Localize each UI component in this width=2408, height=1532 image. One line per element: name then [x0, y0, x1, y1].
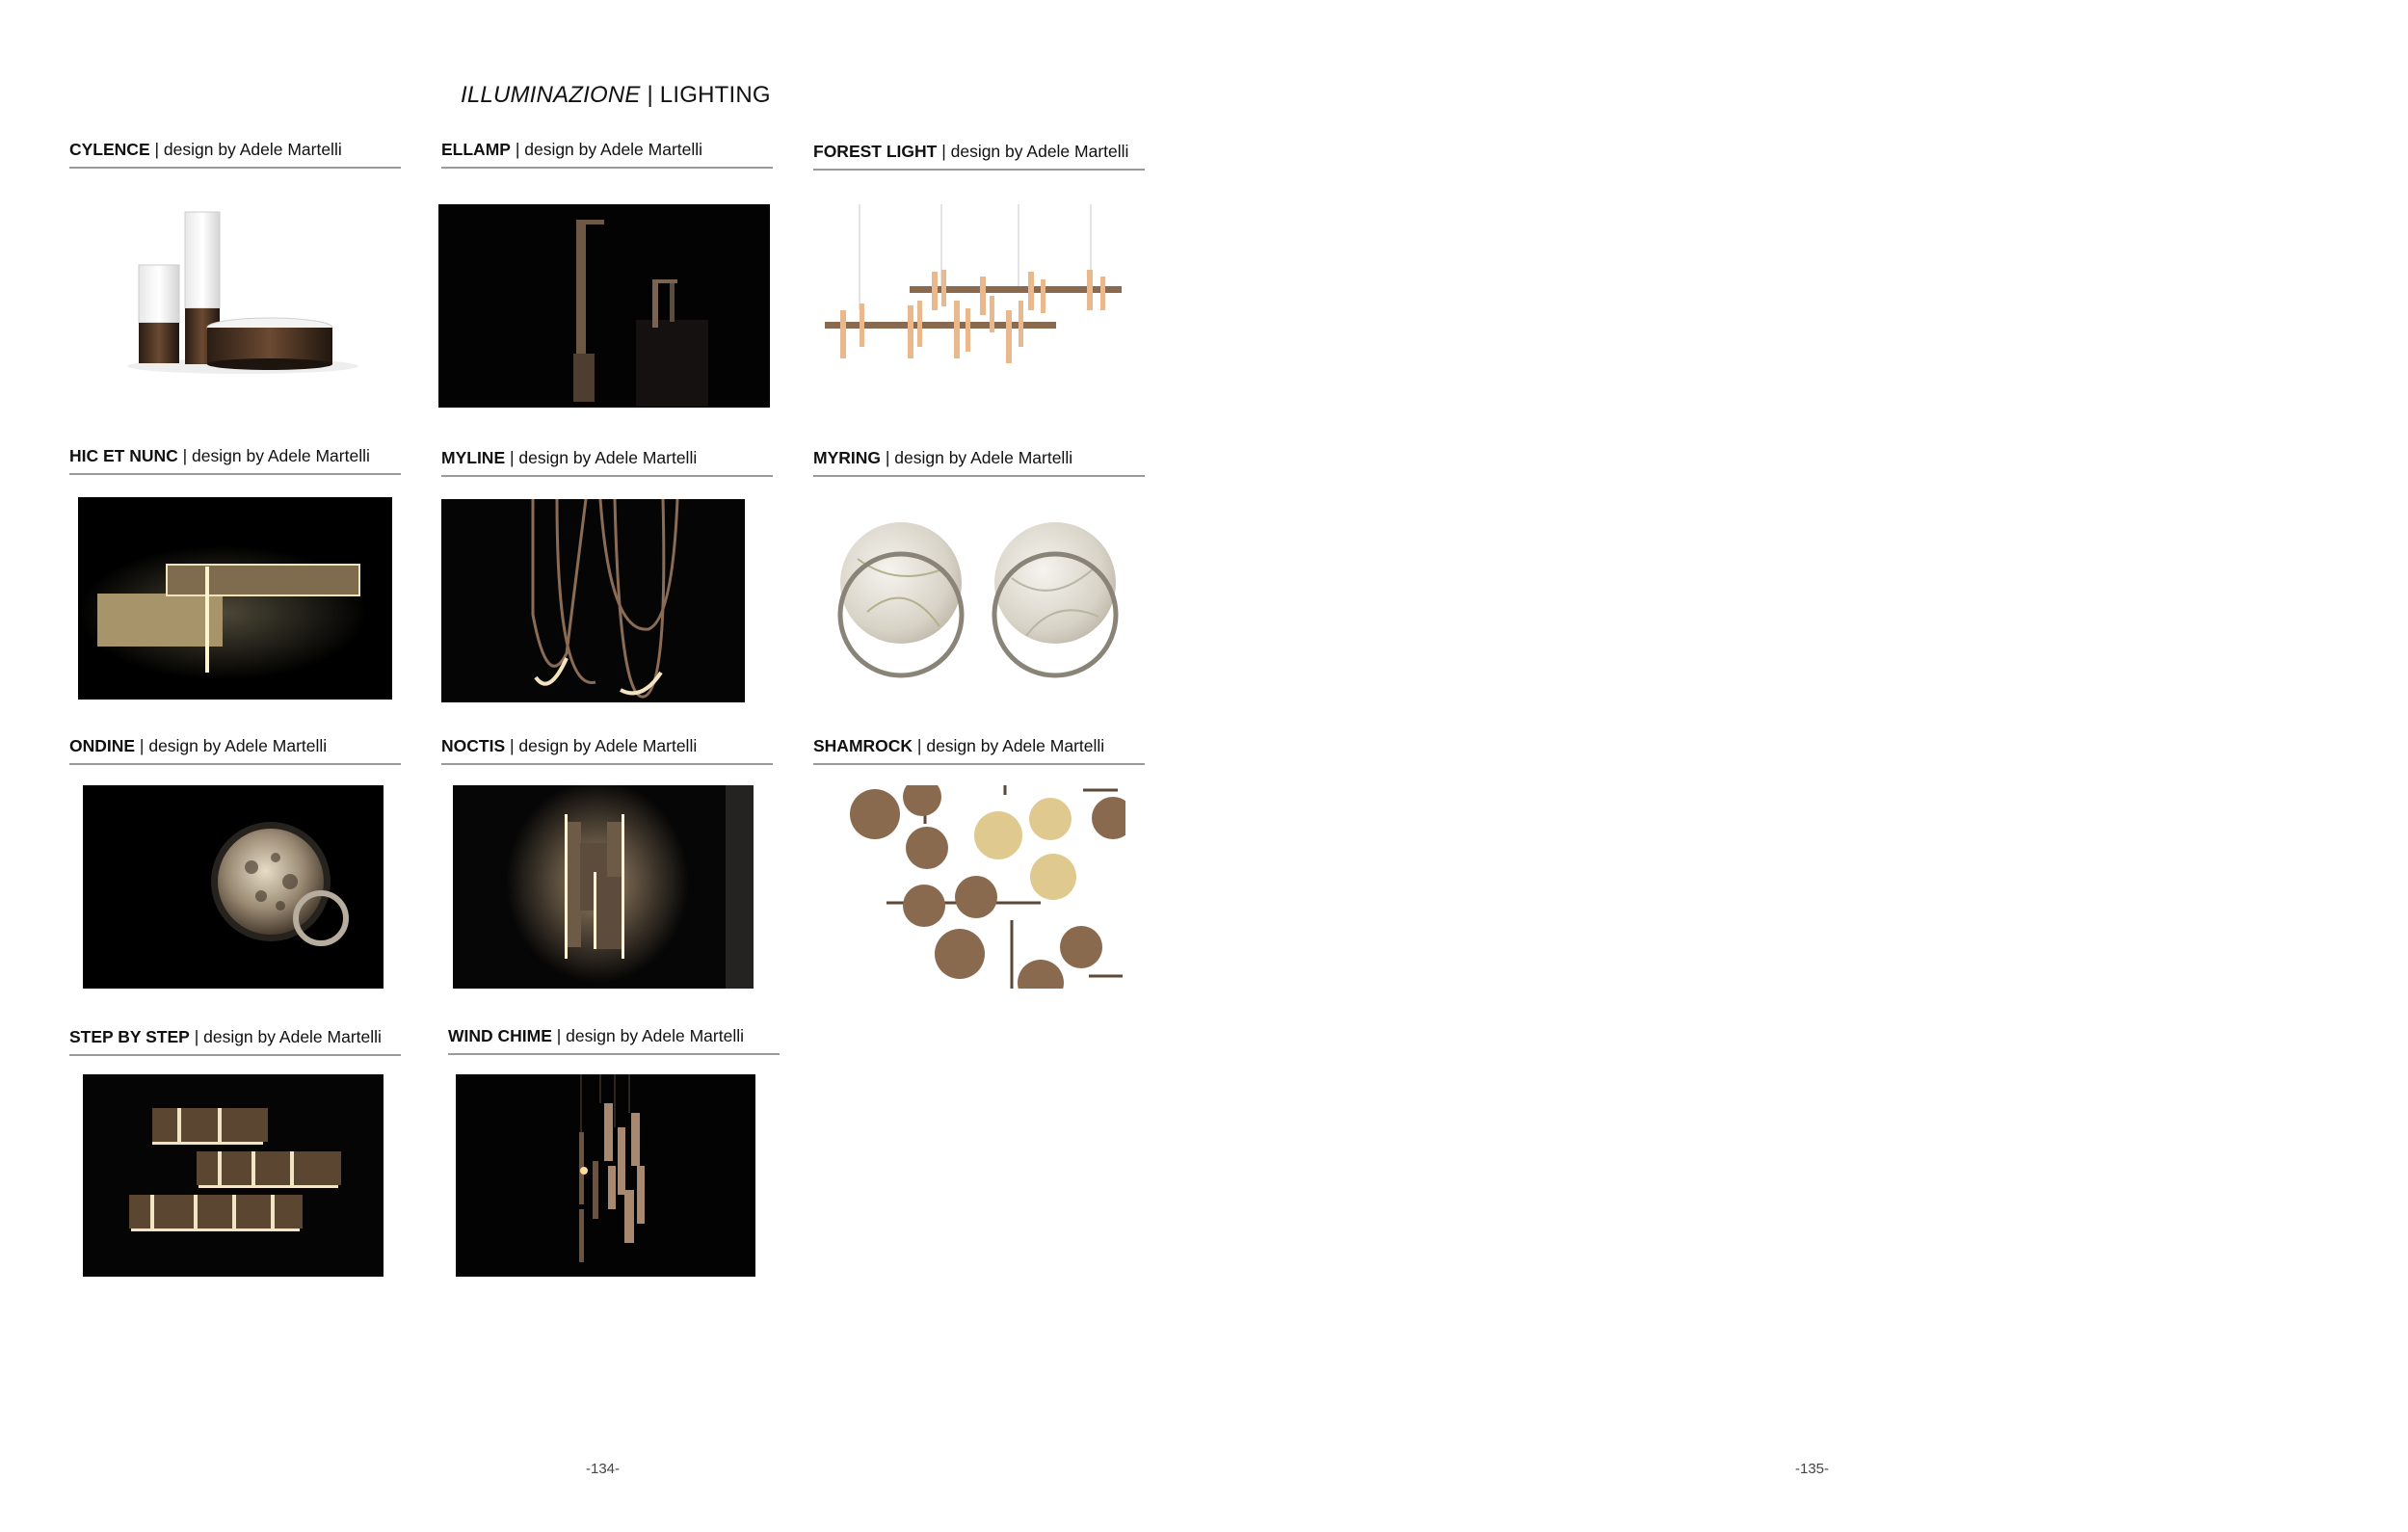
product-name: MYLINE: [441, 448, 506, 467]
designer-credit: | design by Adele Martelli: [881, 448, 1073, 467]
product-name: FOREST LIGHT: [813, 142, 938, 161]
designer-credit: | design by Adele Martelli: [510, 140, 703, 159]
noctis-photo: [453, 785, 754, 989]
product-label-forest-light: [813, 140, 1145, 171]
product-name: ELLAMP: [441, 140, 511, 159]
product-name: HIC ET NUNC: [69, 446, 178, 465]
product-label-ellamp: [441, 138, 773, 169]
ondine-photo: [83, 785, 384, 989]
title-english: | LIGHTING: [640, 82, 771, 108]
product-name: MYRING: [813, 448, 881, 467]
product-name: WIND CHIME: [448, 1026, 552, 1045]
step-by-step-photo: [83, 1074, 384, 1277]
title-italian: ILLUMINAZIONE: [461, 82, 641, 108]
designer-credit: | design by Adele Martelli: [505, 448, 698, 467]
product-name: CYLENCE: [69, 140, 150, 159]
designer-credit: | design by Adele Martelli: [189, 1027, 382, 1046]
wind-chime-photo: [456, 1074, 755, 1277]
product-name: SHAMROCK: [813, 736, 913, 755]
product-label-wind-chime: [448, 1024, 780, 1055]
product-label-step-by-step: [69, 1025, 401, 1056]
designer-credit: | design by Adele Martelli: [135, 736, 328, 755]
page-title: [461, 82, 771, 109]
forest-light-photo: [821, 204, 1125, 376]
myline-photo: [441, 499, 745, 702]
product-label-shamrock: [813, 734, 1145, 765]
product-label-myline: [441, 446, 773, 477]
cylence-photo: [108, 198, 366, 381]
shamrock-photo: [829, 785, 1125, 989]
product-label-cylence: [69, 138, 401, 169]
designer-credit: | design by Adele Martelli: [149, 140, 342, 159]
page-number-right: -135-: [1795, 1461, 1830, 1477]
designer-credit: | design by Adele Martelli: [505, 736, 698, 755]
myring-photo: [829, 520, 1127, 679]
designer-credit: | design by Adele Martelli: [937, 142, 1129, 161]
product-label-ondine: [69, 734, 401, 765]
ellamp-photo: [438, 204, 770, 408]
page-number-left: -134-: [586, 1461, 621, 1477]
product-name: STEP BY STEP: [69, 1027, 190, 1046]
designer-credit: | design by Adele Martelli: [177, 446, 370, 465]
designer-credit: | design by Adele Martelli: [913, 736, 1105, 755]
product-label-hic-et-nunc: [69, 444, 401, 475]
product-label-myring: [813, 446, 1145, 477]
product-label-noctis: [441, 734, 773, 765]
hic-et-nunc-photo: [78, 497, 392, 700]
product-name: NOCTIS: [441, 736, 506, 755]
designer-credit: | design by Adele Martelli: [551, 1026, 745, 1045]
product-name: ONDINE: [69, 736, 136, 755]
